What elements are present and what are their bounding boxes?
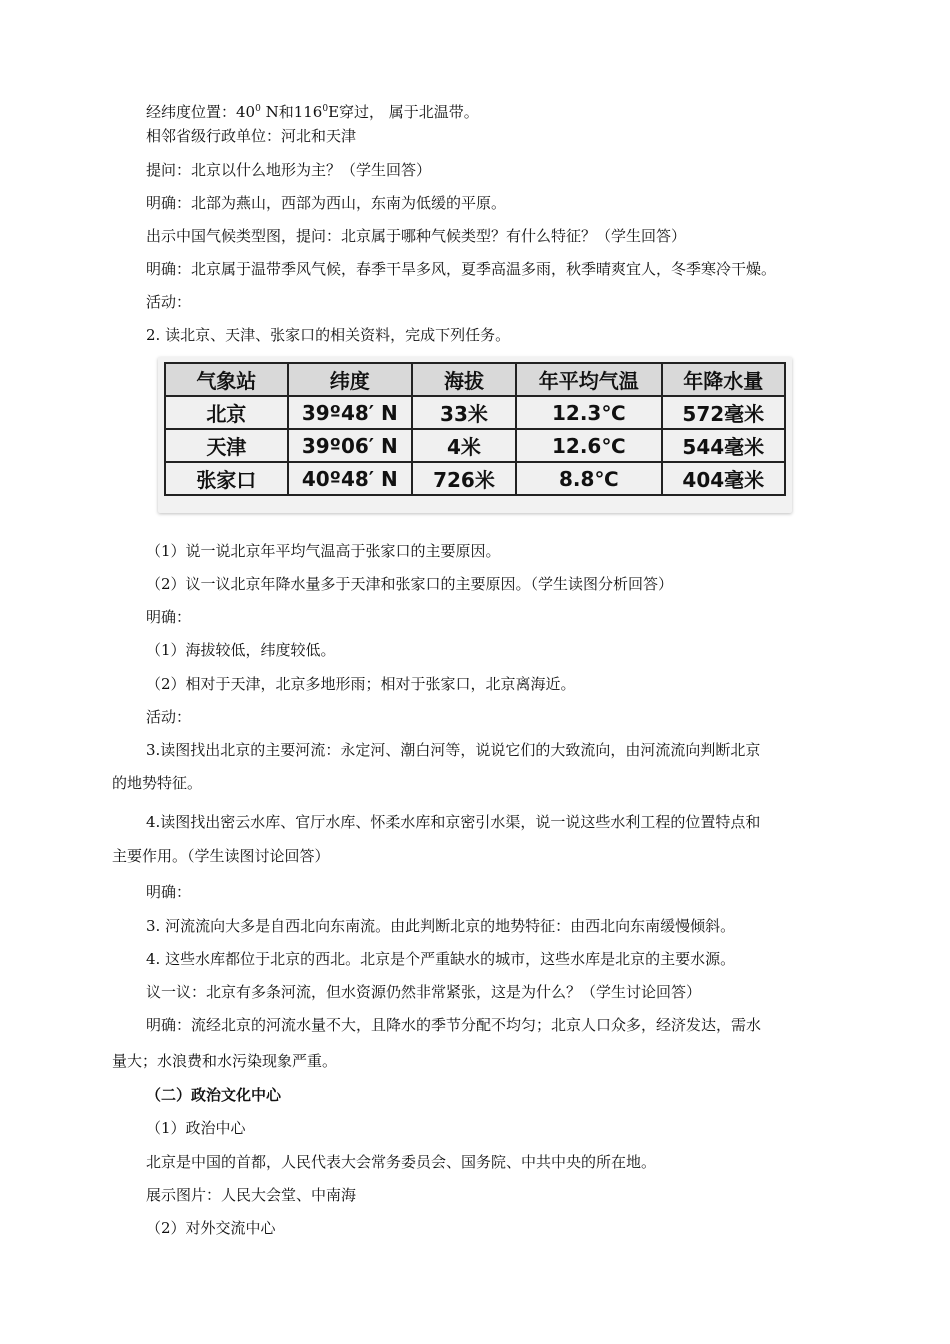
section-heading: （二）政治文化中心	[146, 1086, 282, 1104]
table-cell: 39º48′ N	[288, 396, 412, 429]
table-cell: 4米	[412, 429, 516, 462]
text-line: 的地势特征。	[112, 774, 203, 792]
table-row	[165, 462, 785, 495]
text-line: （1）海拔较低，纬度较低。	[146, 641, 336, 659]
text-line: 明确：	[146, 883, 192, 901]
table-cell: 544毫米	[662, 429, 785, 462]
table-header-row	[165, 363, 785, 396]
table-cell: 12.6℃	[516, 429, 662, 462]
text-line: 明确：流经北京的河流水量不大，且降水的季节分配不均匀；北京人口众多，经济发达，需水	[146, 1016, 762, 1034]
table-header-cell: 纬度	[288, 363, 412, 396]
text-line: （2）相对于天津，北京多地形雨；相对于张家口，北京离海近。	[146, 675, 576, 693]
text-line: 量大；水浪费和水污染现象严重。	[112, 1052, 338, 1070]
text-line: 主要作用。（学生读图讨论回答）	[112, 847, 330, 865]
weather-station-table-image	[158, 357, 792, 513]
text-line: 提问：北京以什么地形为主？（学生回答）	[146, 161, 432, 179]
table-cell: 12.3℃	[516, 396, 662, 429]
text-line: 展示图片：人民大会堂、中南海	[146, 1186, 357, 1204]
text-line: 明确：北部为燕山，西部为西山，东南为低缓的平原。	[146, 194, 507, 212]
table-cell: 726米	[412, 462, 516, 495]
table-cell: 572毫米	[662, 396, 785, 429]
table-row	[165, 429, 785, 462]
text-line-location: 经纬度位置：$40^0$ N和$116^0E$穿过， 属于北温带。	[146, 103, 479, 121]
table-header-cell: 气象站	[165, 363, 288, 396]
table-cell: 北京	[165, 396, 288, 429]
table-header-cell: 年平均气温	[516, 363, 662, 396]
text-line: 明确：北京属于温带季风气候，春季干旱多风，夏季高温多雨，秋季晴爽宜人，冬季寒冷干燥。	[146, 260, 777, 278]
table-cell: 天津	[165, 429, 288, 462]
table-cell: 8.8℃	[516, 462, 662, 495]
table-cell: 33米	[412, 396, 516, 429]
table-header-cell: 年降水量	[662, 363, 785, 396]
table-row	[165, 396, 785, 429]
text-line: 活动：	[146, 293, 192, 311]
table-cell: 40º48′ N	[288, 462, 412, 495]
table-cell: 39º06′ N	[288, 429, 412, 462]
text-line: （1）说一说北京年平均气温高于张家口的主要原因。	[146, 542, 501, 560]
text-line: 北京是中国的首都，人民代表大会常务委员会、国务院、中共中央的所在地。	[146, 1153, 657, 1171]
text-line: 相邻省级行政单位：河北和天津	[146, 127, 357, 145]
text-line: （1）政治中心	[146, 1119, 246, 1137]
weather-station-table	[164, 362, 786, 496]
table-header-cell: 海拔	[412, 363, 516, 396]
text-line: 活动：	[146, 708, 192, 726]
text-line: 出示中国气候类型图，提问：北京属于哪种气候类型？有什么特征？（学生回答）	[146, 227, 687, 245]
text-line: （2）对外交流中心	[146, 1219, 276, 1237]
text-line: 明确：	[146, 608, 192, 626]
text-line: 议一议：北京有多条河流，但水资源仍然非常紧张，这是为什么？（学生讨论回答）	[146, 983, 702, 1001]
text-line: 3.读图找出北京的主要河流：永定河、潮白河等，说说它们的大致流向，由河流流向判断北京	[146, 741, 761, 759]
table-cell: 404毫米	[662, 462, 785, 495]
table-cell: 张家口	[165, 462, 288, 495]
text-line: 3. 河流流向大多是自西北向东南流。由此判断北京的地势特征：由西北向东南缓慢倾斜。	[146, 917, 736, 935]
text-line: 4.读图找出密云水库、官厅水库、怀柔水库和京密引水渠，说一说这些水利工程的位置特点和	[146, 813, 761, 831]
text-line: （2）议一议北京年降水量多于天津和张家口的主要原因。（学生读图分析回答）	[146, 575, 674, 593]
text-line: 2. 读北京、天津、张家口的相关资料，完成下列任务。	[146, 326, 511, 344]
text-line: 4. 这些水库都位于北京的西北。北京是个严重缺水的城市，这些水库是北京的主要水源。	[146, 950, 736, 968]
